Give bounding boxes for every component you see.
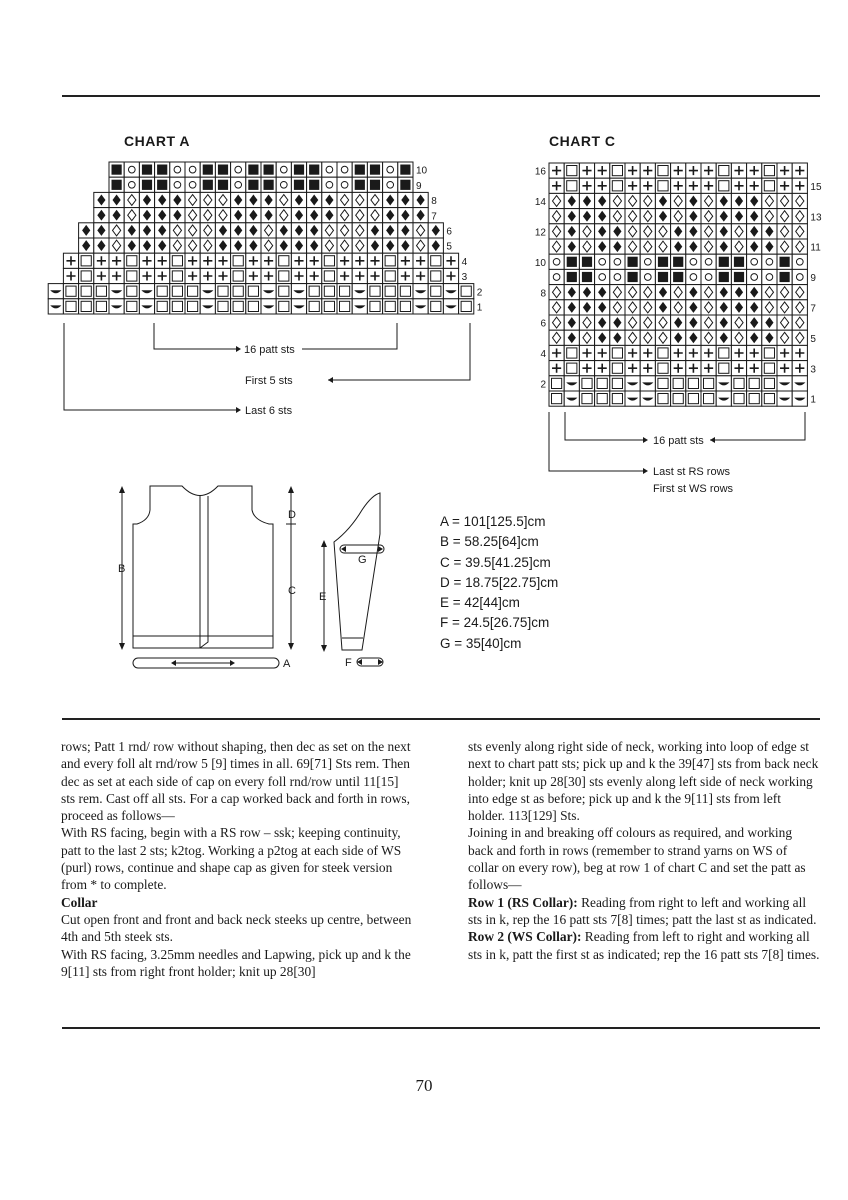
chart-c-cell bbox=[686, 254, 701, 269]
chart-c-right-row-label: 7 bbox=[810, 303, 816, 315]
chart-a-cell bbox=[124, 162, 139, 177]
chart-c-cell bbox=[792, 269, 807, 284]
chart-a-cell bbox=[231, 177, 246, 192]
row2-label: Row 2 (WS Collar): bbox=[468, 929, 582, 945]
label-c: C bbox=[288, 585, 296, 597]
chart-cell-filled-square bbox=[264, 180, 274, 190]
chart-a-row-label: 9 bbox=[416, 180, 422, 192]
chart-cell-filled-square bbox=[248, 165, 258, 175]
chart-c-cell bbox=[686, 269, 701, 284]
chart-a-cell bbox=[276, 162, 291, 177]
measurement-g: G = 35[40]cm bbox=[440, 635, 522, 651]
chart-a-row-label: 4 bbox=[461, 256, 468, 268]
row2-text: Reading from left to right and working all sts in k, patt the first st as indicated; rep the 16 patt sts 7[8] times. bbox=[468, 929, 820, 962]
chart-c-cell bbox=[701, 269, 716, 284]
measurement-d: D = 18.75[22.75]cm bbox=[440, 574, 559, 590]
chart-c-right-row-label: 15 bbox=[810, 181, 822, 193]
chart-cell-filled-square bbox=[582, 272, 592, 282]
chart-cell-filled-square bbox=[309, 165, 319, 175]
chart-cell-filled-square bbox=[112, 165, 122, 175]
label-d: D bbox=[288, 509, 296, 521]
chart-c-cell bbox=[747, 269, 762, 284]
chart-cell-filled-square bbox=[203, 180, 213, 190]
chart-a-cell bbox=[276, 177, 291, 192]
chart-a-cell bbox=[383, 177, 398, 192]
chart-c-right-row-label: 1 bbox=[810, 394, 816, 406]
measurements-list bbox=[440, 512, 558, 654]
chart-c-first-label: First st WS rows bbox=[653, 483, 734, 495]
chart-cell-filled-square bbox=[112, 180, 122, 190]
label-g: G bbox=[358, 554, 367, 566]
chart-a-patt-label: 16 patt sts bbox=[244, 344, 295, 356]
chart-c-cell bbox=[792, 254, 807, 269]
chart-c-right-row-label: 13 bbox=[810, 212, 822, 224]
measurement-f: F = 24.5[26.75]cm bbox=[440, 615, 550, 631]
chart-c-cell bbox=[610, 254, 625, 269]
chart-cell-filled-square bbox=[567, 272, 577, 282]
chart-c-right-row-label: 3 bbox=[810, 364, 816, 376]
chart-c-right-row-label: 11 bbox=[810, 242, 821, 254]
chart-cell-filled-square bbox=[719, 257, 729, 267]
chart-cell-filled-square bbox=[157, 180, 167, 190]
chart-cell-filled-square bbox=[628, 257, 638, 267]
right-para-2: Joining in and breaking off colours as required, and working back and forth in rows (remember to strand yarns on WS of collar on every row), beg at row 1 of chart C and set the patt as follows— bbox=[468, 825, 806, 893]
chart-cell-filled-square bbox=[673, 257, 683, 267]
chart-cell-filled-square bbox=[142, 180, 152, 190]
measurement-e: E = 42[44]cm bbox=[440, 595, 520, 611]
chart-c-cell bbox=[549, 254, 564, 269]
chart-c-cell bbox=[747, 254, 762, 269]
chart-a-last-label: Last 6 sts bbox=[245, 405, 293, 417]
left-text-column bbox=[61, 738, 413, 980]
chart-cell-filled-square bbox=[719, 272, 729, 282]
measurement-b: B = 58.25[64]cm bbox=[440, 534, 539, 550]
chart-cell-filled-square bbox=[218, 180, 228, 190]
chart-a-cell bbox=[124, 177, 139, 192]
chart-a-cell bbox=[170, 177, 185, 192]
chart-cell-filled-square bbox=[780, 272, 790, 282]
right-para-1: sts evenly along right side of neck, working into loop of edge st next to chart patt sts; pick up and k the 39[47] sts from back neck holder; knit up 28[30] sts evenly along left side of neck working into edge st as before; pick up and k the 9[11] sts from left holder. 113[129] Sts. bbox=[468, 739, 819, 824]
chart-cell-filled-square bbox=[400, 165, 410, 175]
bottom-rule bbox=[62, 1027, 820, 1029]
collar-heading: Collar bbox=[61, 894, 98, 910]
chart-c-cell bbox=[610, 269, 625, 284]
chart-a-cell bbox=[322, 162, 337, 177]
chart-a-row-label: 1 bbox=[476, 302, 483, 314]
chart-c-left-row-label: 2 bbox=[540, 379, 546, 391]
chart-cell-filled-square bbox=[780, 257, 790, 267]
row1-text: Reading from right to left and working all sts in k, rep the 16 patt sts 7[8] times; patt the last st as indicated. bbox=[468, 894, 817, 927]
chart-cell-filled-square bbox=[264, 165, 274, 175]
chart-cell-filled-square bbox=[673, 272, 683, 282]
chart-cell-filled-square bbox=[355, 180, 365, 190]
sleeve-schematic bbox=[319, 493, 384, 669]
left-para-1: rows; Patt 1 rnd/ row without shaping, then dec as set on the next and every foll alt rnd/row 5 [9] times in all. 69[71] Sts rem. Then dec as set at each side of cap on every foll rnd/row until 11[15] sts rem. Cast off all sts. For a cap worked back and forth in rows, proceed as follows— bbox=[61, 739, 411, 824]
left-para-3: Cut open front and front and back neck steeks up centre, between 4th and 5th steek sts. bbox=[61, 911, 412, 945]
chart-cell-filled-square bbox=[567, 257, 577, 267]
chart-a-row-label: 2 bbox=[476, 287, 483, 299]
chart-a-cell bbox=[322, 177, 337, 192]
chart-c-right-row-label: 9 bbox=[810, 273, 816, 285]
measurement-c: C = 39.5[41.25]cm bbox=[440, 554, 551, 570]
chart-c-patt-label: 16 patt sts bbox=[653, 435, 704, 447]
right-text-column bbox=[468, 738, 820, 963]
chart-cell-filled-square bbox=[582, 257, 592, 267]
chart-a-cell bbox=[231, 162, 246, 177]
row1-label: Row 1 (RS Collar): bbox=[468, 894, 578, 910]
row1-instruction bbox=[468, 894, 820, 929]
chart-cell-filled-square bbox=[734, 272, 744, 282]
chart-c-cell bbox=[640, 269, 655, 284]
row2-instruction bbox=[468, 928, 820, 963]
chart-c-cell bbox=[762, 269, 777, 284]
label-b: B bbox=[118, 563, 126, 575]
chart-cell-filled-square bbox=[370, 165, 380, 175]
chart-c-left-row-label: 10 bbox=[534, 257, 546, 269]
chart-cell-filled-square bbox=[370, 180, 380, 190]
chart-cell-filled-square bbox=[734, 257, 744, 267]
chart-cell-filled-square bbox=[203, 165, 213, 175]
chart-a-row-label: 8 bbox=[431, 196, 437, 208]
chart-c-cell bbox=[549, 269, 564, 284]
body-schematic bbox=[118, 486, 296, 670]
chart-cell-filled-square bbox=[355, 165, 365, 175]
chart-a-row-label: 3 bbox=[461, 272, 468, 284]
chart-cell-filled-square bbox=[294, 180, 304, 190]
measurement-a: A = 101[125.5]cm bbox=[440, 514, 546, 529]
chart-c-left-row-label: 4 bbox=[540, 349, 546, 361]
chart-c-cell bbox=[640, 254, 655, 269]
chart-c-cell bbox=[595, 269, 610, 284]
chart-a-first-label: First 5 sts bbox=[245, 375, 293, 387]
chart-cell-filled-square bbox=[658, 272, 668, 282]
left-para-4: With RS facing, 3.25mm needles and Lapwing, pick up and k the 9[11] sts from right front holder; knit up 28[30] bbox=[61, 946, 411, 979]
chart-a-cell bbox=[337, 177, 352, 192]
chart-cell-filled-square bbox=[294, 165, 304, 175]
label-a: A bbox=[283, 658, 291, 670]
chart-c-last-label: Last st RS rows bbox=[653, 466, 731, 478]
chart-a-cell bbox=[185, 162, 200, 177]
chart-a-cell bbox=[170, 162, 185, 177]
chart-a-grid bbox=[48, 162, 483, 314]
chart-a-row-label: 7 bbox=[431, 211, 437, 223]
chart-a-title: CHART A bbox=[124, 133, 190, 149]
chart-cell-filled-square bbox=[142, 165, 152, 175]
chart-c-grid bbox=[535, 163, 822, 406]
label-e: E bbox=[319, 591, 327, 603]
chart-a-row-label: 10 bbox=[416, 165, 428, 177]
chart-c-annotations bbox=[549, 412, 805, 495]
chart-c-left-row-label: 14 bbox=[534, 197, 546, 209]
page-number: 70 bbox=[415, 1076, 433, 1095]
chart-a-cell bbox=[383, 162, 398, 177]
chart-a-row-label: 6 bbox=[446, 226, 452, 238]
chart-cell-filled-square bbox=[400, 180, 410, 190]
chart-cell-filled-square bbox=[628, 272, 638, 282]
chart-c-cell bbox=[595, 254, 610, 269]
chart-cell-filled-square bbox=[218, 165, 228, 175]
chart-c-right-row-label: 5 bbox=[810, 333, 816, 345]
chart-a-row-label: 5 bbox=[446, 241, 452, 253]
chart-c-title: CHART C bbox=[549, 133, 616, 149]
chart-c-left-row-label: 16 bbox=[534, 166, 546, 178]
chart-cell-filled-square bbox=[248, 180, 258, 190]
left-para-2: With RS facing, begin with a RS row – ssk; keeping continuity, patt to the last 2 sts; k2tog. Working a p2tog at each side of WS (purl) rows, continue and shape cap as given for steek version from * to complete. bbox=[61, 825, 402, 893]
chart-c-left-row-label: 6 bbox=[540, 318, 546, 330]
chart-c-cell bbox=[762, 254, 777, 269]
chart-a-annotations bbox=[64, 323, 470, 417]
chart-c-left-row-label: 8 bbox=[540, 288, 546, 300]
chart-a-cell bbox=[337, 162, 352, 177]
chart-cell-filled-square bbox=[658, 257, 668, 267]
chart-c-left-row-label: 12 bbox=[534, 227, 546, 239]
chart-c-cell bbox=[701, 254, 716, 269]
chart-cell-filled-square bbox=[309, 180, 319, 190]
chart-cell-filled-square bbox=[157, 165, 167, 175]
label-f: F bbox=[345, 657, 352, 669]
chart-a-cell bbox=[185, 177, 200, 192]
